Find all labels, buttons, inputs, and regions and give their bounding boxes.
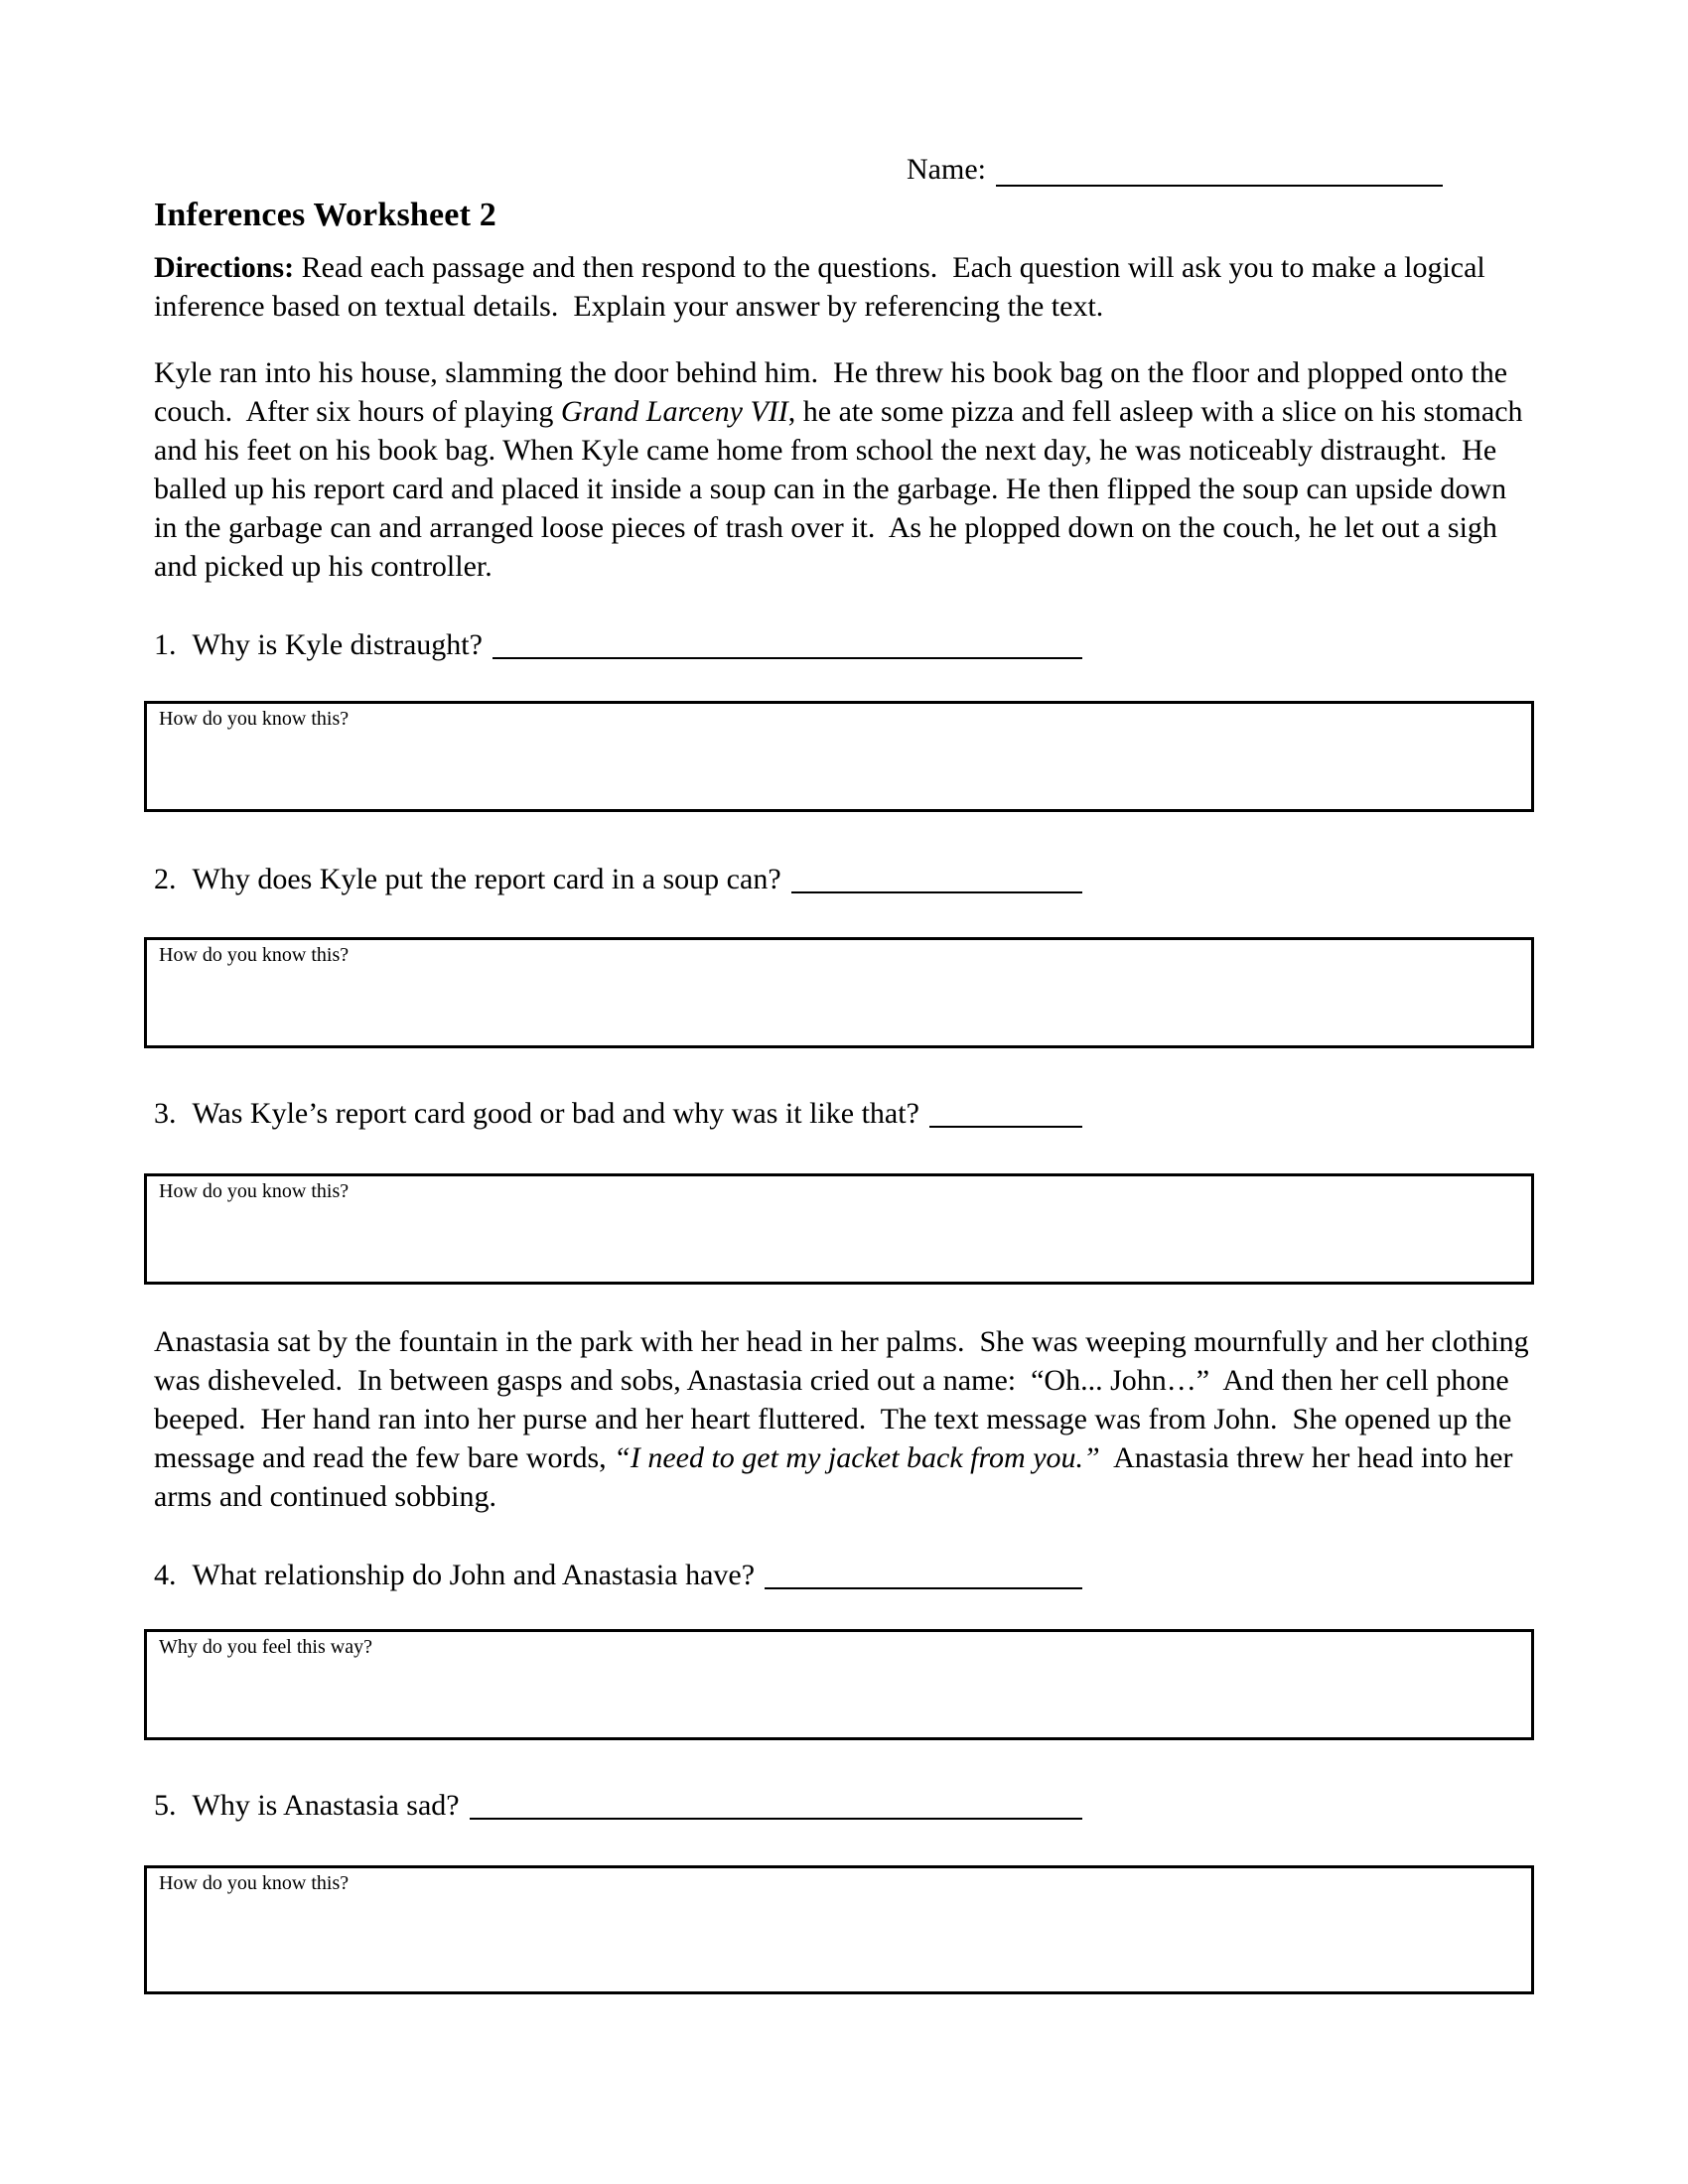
question-3-number: 3. [154, 1097, 177, 1130]
question-4-text: What relationship do John and Anastasia have? [192, 1559, 756, 1591]
question-2-number: 2. [154, 863, 177, 895]
question-2 [154, 860, 1082, 899]
question-4-answer-line[interactable] [765, 1560, 1082, 1589]
page-title: Inferences Worksheet 2 [154, 197, 496, 233]
passage-anastasia-segment-2: Anastasia threw her head into her arms and continued sobbing. [154, 1441, 1520, 1513]
passage-kyle-segment-2: , he ate some pizza and fell asleep with a slice on his stomach and his feet on his book bag. When Kyle came home from school the next day, he was noticeably distraught. He balled up his report card and placed it inside a soup can in the garbage. He then flipped the soup can upside down in the garbage can and arranged loose pieces of trash over it. As he plopped down on the couch, he let out a sigh and picked up his controller. [154, 395, 1531, 583]
question-2-answer-box[interactable] [144, 937, 1534, 1048]
question-1-box-label: How do you know this? [159, 708, 350, 730]
name-label: Name: [907, 153, 986, 186]
passage-kyle-italic-game-title: Grand Larceny VII [560, 395, 788, 428]
name-fill-line[interactable] [996, 155, 1443, 187]
question-5-number: 5. [154, 1789, 177, 1822]
question-5 [154, 1786, 1082, 1826]
question-4-box-label: Why do you feel this way? [159, 1636, 372, 1658]
question-5-answer-box[interactable] [144, 1865, 1534, 1994]
passage-kyle-segment-1: Kyle ran into his house, slamming the door behind him. He threw his book bag on the floor and plopped onto the couch. After six hours of playing [154, 356, 1515, 428]
question-1 [154, 625, 1082, 665]
passage-kyle [154, 353, 1534, 586]
passage-anastasia-italic-text-message: “I need to get my jacket back from you.” [614, 1441, 1100, 1474]
name-row [907, 147, 1534, 187]
passage-anastasia-segment-1: Anastasia sat by the fountain in the park with her head in her palms. She was weeping mournfully and her clothing was disheveled. In between gasps and sobs, Anastasia cried out a name: “Oh... John…” And then her cell phone beeped. Her hand ran into her purse and her heart fluttered. The text message was from John. She opened up the message and read the few bare words, [154, 1325, 1537, 1474]
question-5-answer-line[interactable] [470, 1790, 1082, 1820]
directions-label: Directions: [154, 251, 295, 284]
question-5-box-label: How do you know this? [159, 1872, 350, 1894]
question-1-number: 1. [154, 628, 177, 661]
question-3-answer-line[interactable] [929, 1098, 1082, 1128]
question-1-answer-box[interactable] [144, 701, 1534, 812]
question-3-text: Was Kyle’s report card good or bad and why was it like that? [192, 1097, 919, 1130]
question-1-answer-line[interactable] [492, 629, 1082, 659]
directions-text: Read each passage and then respond to the questions. Each question will ask you to make a logical inference based on textual details. Explain your answer by referencing the text. [154, 251, 1493, 323]
question-2-answer-line[interactable] [791, 864, 1082, 893]
question-3 [154, 1094, 1082, 1134]
question-2-box-label: How do you know this? [159, 944, 350, 966]
question-4-number: 4. [154, 1559, 177, 1591]
question-3-answer-box[interactable] [144, 1173, 1534, 1285]
question-4 [154, 1556, 1082, 1595]
passage-anastasia [154, 1322, 1537, 1516]
question-3-box-label: How do you know this? [159, 1180, 350, 1202]
question-5-text: Why is Anastasia sad? [192, 1789, 460, 1822]
question-4-answer-box[interactable] [144, 1629, 1534, 1740]
directions-paragraph [154, 248, 1534, 326]
question-1-text: Why is Kyle distraught? [192, 628, 483, 661]
question-2-text: Why does Kyle put the report card in a soup can? [192, 863, 781, 895]
